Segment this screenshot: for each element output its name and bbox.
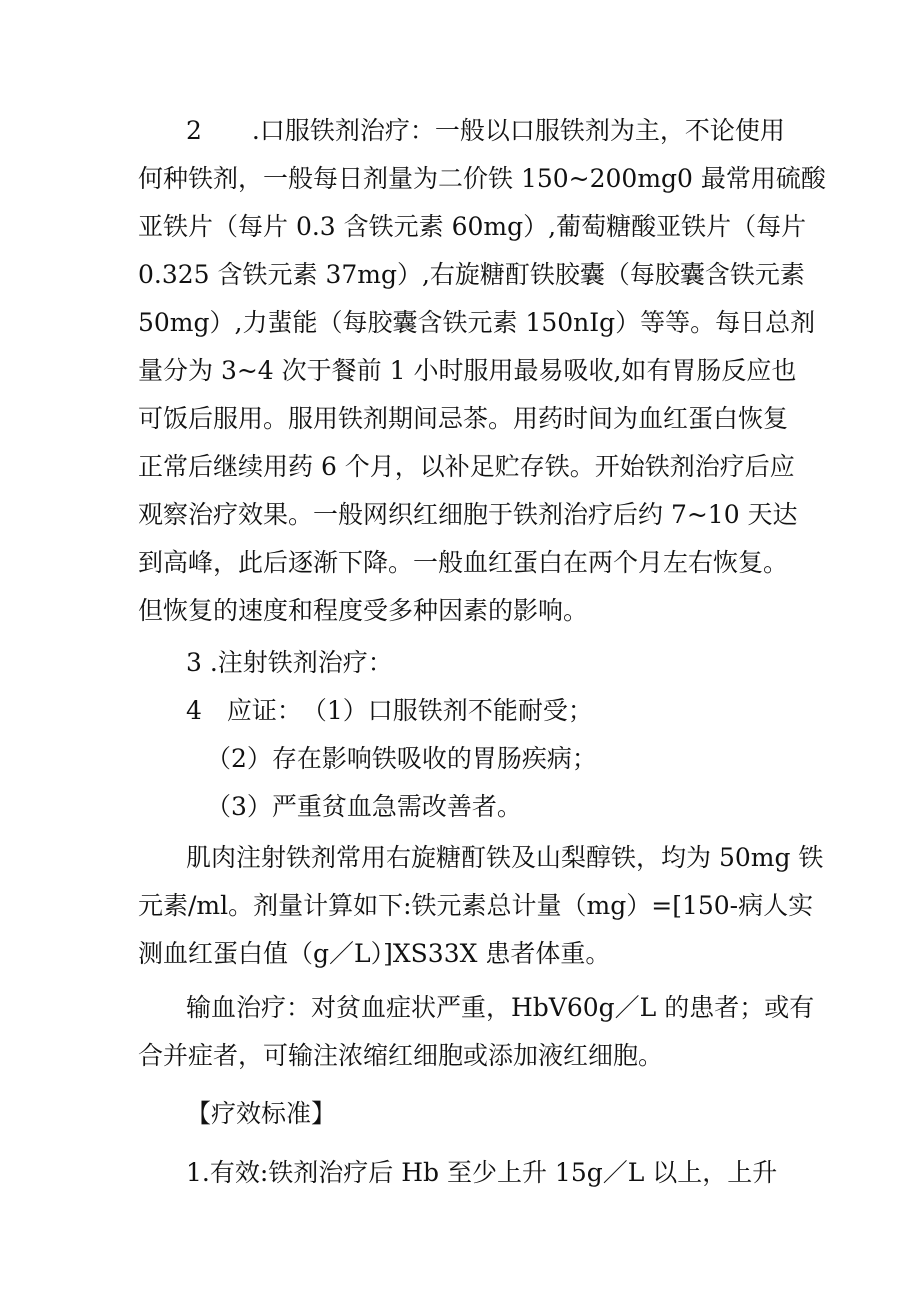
text-line: 测血红蛋白值（g／L）]XS33X 患者体重。	[138, 939, 611, 968]
text-line: 何种铁剂，一般每日剂量为二价铁 150~200mg0 最常用硫酸	[138, 164, 826, 193]
text-line: 肌肉注射铁剂常用右旋糖酊铁及山梨醇铁，均为 50mg 铁	[186, 843, 824, 872]
text-line-injection-heading: 3 .注射铁剂治疗：	[186, 648, 393, 677]
text-line: 正常后继续用药 6 个月，以补足贮存铁。开始铁剂治疗后应	[138, 452, 795, 481]
text-line-transfusion: 输血治疗：对贫血症状严重，HbV60g／L 的患者；或有	[186, 993, 815, 1022]
text-line-indication-2: （2）存在影响铁吸收的胃肠疾病；	[206, 744, 597, 773]
text-line-indications: 4 应证： （1）口服铁剂不能耐受；	[186, 696, 593, 725]
text-line: 可饭后服用。服用铁剂期间忌茶。用药时间为血红蛋白恢复	[138, 404, 789, 433]
section-heading-efficacy-criteria: 【疗效标准】	[186, 1099, 337, 1128]
text-line: 亚铁片（每片 0.3 含铁元素 60mg）,葡萄糖酸亚铁片（每片	[138, 212, 807, 241]
text-line-treatment-oral-heading: 2 .口服铁剂治疗：一般以口服铁剂为主，不论使用	[186, 116, 785, 145]
text-line: 0.325 含铁元素 37mg）,右旋糖酊铁胶囊（每胶囊含铁元素	[138, 260, 805, 289]
text-line: 元素/ml。剂量计算如下:铁元素总计量（mg）=[150-病人实	[138, 891, 814, 920]
text-line: 量分为 3~4 次于餐前 1 小时服用最易吸收,如有胃肠反应也	[138, 356, 797, 385]
text-line-indication-3: （3）严重贫血急需改善者。	[206, 792, 522, 821]
text-line-effective: 1.有效:铁剂治疗后 Hb 至少上升 15g／L 以上，上升	[186, 1158, 778, 1187]
text-line: 观察治疗效果。一般网织红细胞于铁剂治疗后约 7~10 天达	[138, 500, 798, 529]
text-line: 50mg）,力蜚能（每胶囊含铁元素 150nIg）等等。每日总剂	[138, 308, 816, 337]
text-line: 但恢复的速度和程度受多种因素的影响。	[138, 596, 589, 625]
text-line: 到高峰，此后逐渐下降。一般血红蛋白在两个月左右恢复。	[138, 548, 789, 577]
text-line: 合并症者，可输注浓缩红细胞或添加液红细胞。	[138, 1041, 664, 1070]
